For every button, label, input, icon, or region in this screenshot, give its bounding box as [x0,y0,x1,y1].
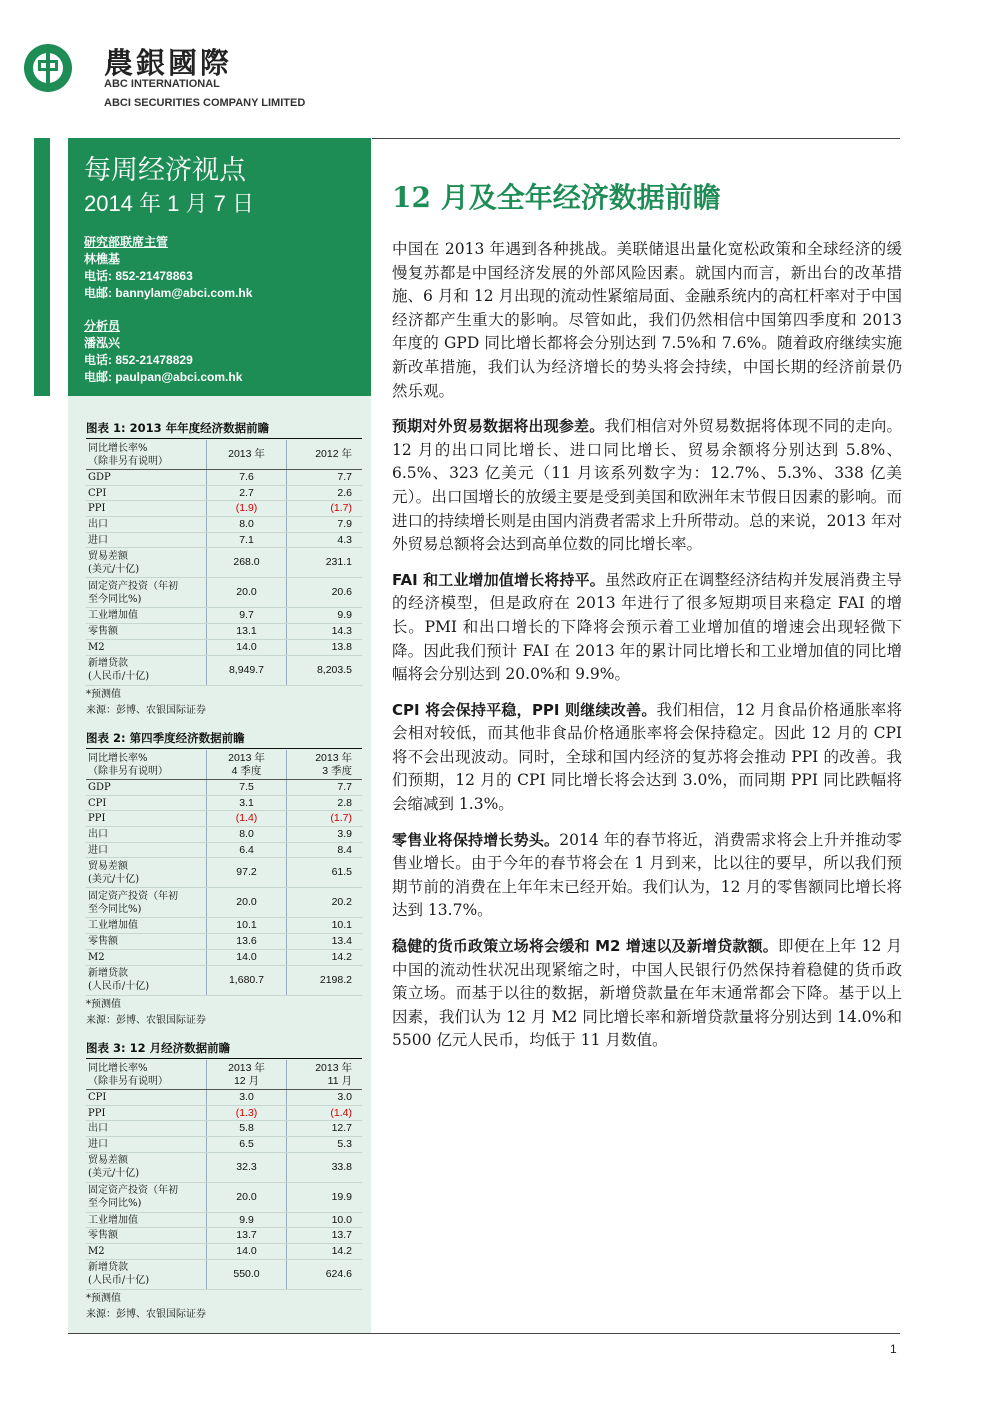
analyst-contact-2 [84,318,242,386]
table-annual-forecast [86,420,362,718]
cell-value: 3.1 [207,795,287,811]
report-series-title: 每周经济视点 [84,155,246,186]
cell-value: 13.7 [207,1228,287,1244]
row-label: CPI [86,795,207,811]
cell-value: 8.0 [207,827,287,843]
cell-value: 2013 年 4 季度 [207,750,287,780]
table-footnote: *预测值 [86,688,121,700]
cell-value: 7.7 [287,780,363,796]
cell-value: 8.4 [287,842,363,858]
table-row [86,1121,362,1137]
cell-value: 33.8 [287,1152,363,1182]
cell-value: 5.8 [207,1121,287,1137]
table-row [86,1105,362,1121]
cell-value: 32.3 [207,1152,287,1182]
data-table [86,750,362,996]
table-row [86,1182,362,1212]
cell-value: 61.5 [287,858,363,888]
cell-value: 3.9 [287,827,363,843]
cell-value: 624.6 [287,1259,363,1289]
analyst-role: 研究部联席主管 [84,235,169,249]
cell-value: 9.7 [207,608,287,624]
row-label: M2 [86,949,207,965]
table-footnote: *预测值 [86,998,121,1010]
data-table [86,1060,362,1290]
analyst-email[interactable]: 电邮: bannylam@abci.com.hk [84,286,253,300]
cell-value: 8.0 [207,517,287,533]
table-row [86,949,362,965]
sidebar-accent-bar [34,138,50,396]
logo-company-name: ABCI SECURITIES COMPANY LIMITED [104,97,306,109]
table-row [86,1137,362,1153]
row-label: 进口 [86,532,207,548]
row-label: 同比增长率% （除非另有说明） [86,750,207,780]
table-header-row [86,440,362,470]
row-label: 固定资产投资（年初 至今同比%) [86,888,207,918]
table-row [86,1212,362,1228]
row-label: 零售额 [86,1228,207,1244]
row-label: 出口 [86,827,207,843]
cell-value: 8,949.7 [207,655,287,685]
cell-value: 13.7 [287,1228,363,1244]
cell-value: 12.7 [287,1121,363,1137]
cell-value: 3.0 [207,1090,287,1106]
cell-value: 7.7 [287,470,363,486]
abc-logo-icon [22,42,74,94]
cell-value: 7.9 [287,517,363,533]
table-row [86,532,362,548]
paragraph-text: 虽然政府正在调整经济结构并发展消费主导的经济模型，但是政府在 2013 年进行了很多短期项目来稳定 FAI 的增长。PMI 和出口增长的下降将会预示着工业增加值的增速会出现轻微下降。因此我们预计 FAI 在 2013 年的累计同比增长和工业增加值的同比增幅将会分别达到 20.0%和 9.9%。 [392,570,902,684]
table-caption: 图表 1: 2013 年年度经济数据前瞻 [86,420,362,439]
cell-value: 20.0 [207,1182,287,1212]
cell-value: 7.1 [207,532,287,548]
analyst-role: 分析员 [84,319,121,333]
cell-value: 20.0 [207,578,287,608]
row-label: 同比增长率% （除非另有说明） [86,1060,207,1090]
row-label: M2 [86,639,207,655]
paragraph-lead: 预期对外贸易数据将出现参差。 [392,417,605,436]
table-row [86,795,362,811]
row-label: GDP [86,780,207,796]
analyst-contact-1 [84,234,252,302]
cell-value: 7.5 [207,780,287,796]
row-label: 出口 [86,517,207,533]
report-date: 2014 年 1 月 7 日 [84,191,254,216]
cell-value: 2013 年 11 月 [287,1060,363,1090]
table-december-forecast [86,1040,362,1322]
cell-value: 20.2 [287,888,363,918]
table-row [86,1244,362,1260]
paragraph-text: 我们相信对外贸易数据将体现不同的走向。12 月的出口同比增长、进口同比增长、贸易余额将分别达到 5.8%、6.5%、323 亿美元（11 月该系列数字为：12.7%、5.3%、338 亿美元）。出口国增长的放缓主要是受到美国和欧洲年末节假日因素的影响。而进口的持续增长则是由国内消费者需求上升所带动。总的来说，2013 年对外贸易总额将会达到高单位数的同比增长率。 [392,417,902,554]
analyst-phone: 电话: 852-21478829 [84,353,193,367]
table-row [86,965,362,995]
abci-logo [22,38,322,118]
paragraph-lead: FAI 和工业增加值增长将持平。 [392,570,605,589]
cell-value: 9.9 [207,1212,287,1228]
cell-value: 2198.2 [287,965,363,995]
cell-value: 268.0 [207,548,287,578]
cell-value: 14.0 [207,639,287,655]
cell-value: 97.2 [207,858,287,888]
table-row [86,1152,362,1182]
table-row [86,1259,362,1289]
cell-value: 20.0 [207,888,287,918]
row-label: PPI [86,1105,207,1121]
bottom-rule [68,1333,900,1334]
table-row [86,655,362,685]
row-label: PPI [86,811,207,827]
row-label: 进口 [86,1137,207,1153]
table-caption: 图表 3: 12 月经济数据前瞻 [86,1040,362,1059]
row-label: PPI [86,501,207,517]
cell-value: 3.0 [287,1090,363,1106]
row-label: 零售额 [86,624,207,640]
table-header-row [86,1060,362,1090]
cell-value: 14.2 [287,1244,363,1260]
cell-value: 14.0 [207,949,287,965]
table-row [86,888,362,918]
cell-value: 2013 年 12 月 [207,1060,287,1090]
paragraph-text: 中国在 2013 年遇到各种挑战。美联储退出量化宽松政策和全球经济的缓慢复苏都是中国经济发展的外部风险因素。就国内而言，新出台的改革措施、6 月和 12 月出现的流动性紧缩局面、金融系统内的高杠杆率对于中国经济都产生重大的影响。尽管如此，我们仍然相信中国第四季度和 2013 年度的 GPD 同比增长都将会分别达到 7.5%和 7.6%。随着政府继续实施新改革措施，我们认为经济增长的势头将会持续，中国长期的经济前景仍然乐观。 [392,240,902,400]
cell-value: 13.6 [207,934,287,950]
cell-value: 10.1 [287,918,363,934]
analyst-name: 潘泓兴 [84,336,121,350]
cell-value: 2.6 [287,485,363,501]
article-paragraph [392,238,902,403]
paragraph-lead: CPI 将会保持平稳，PPI 则继续改善。 [392,700,657,719]
cell-value: 6.4 [207,842,287,858]
table-row [86,624,362,640]
table-row [86,827,362,843]
table-row [86,1090,362,1106]
cell-value: 14.3 [287,624,363,640]
article-paragraph [392,935,902,1053]
article-title: 12 月及全年经济数据前瞻 [392,181,721,214]
paragraph-text: 2014 年的春节将近，消费需求将会上升并推动零售业增长。由于今年的春节将会在 1 月到来，比以往的要早，所以我们预期节前的消费在上年年末已经开始。我们认为，12 月的零售额同比增长将达到 13.7%。 [392,830,902,920]
cell-value: 5.3 [287,1137,363,1153]
row-label: 新增贷款 (人民币/十亿) [86,965,207,995]
cell-value: 20.6 [287,578,363,608]
table-row [86,811,362,827]
row-label: 固定资产投资（年初 至今同比%) [86,1182,207,1212]
table-row [86,780,362,796]
cell-value: 2.7 [207,485,287,501]
row-label: CPI [86,1090,207,1106]
row-label: 贸易差额 (美元/十亿) [86,548,207,578]
row-label: 新增贷款 (人民币/十亿) [86,655,207,685]
row-label: 工业增加值 [86,1212,207,1228]
table-row [86,608,362,624]
article-paragraph [392,415,902,557]
page-number: 1 [890,1342,897,1356]
table-row [86,517,362,533]
cell-value: 13.1 [207,624,287,640]
row-label: CPI [86,485,207,501]
table-row [86,470,362,486]
table-footnote: *预测值 [86,1292,121,1304]
table-source: 来源：彭博、农银国际证券 [86,1308,206,1320]
article-paragraph [392,829,902,923]
cell-value: 4.3 [287,532,363,548]
table-row [86,578,362,608]
cell-value: (1.3) [207,1105,287,1121]
paragraph-lead: 零售业将保持增长势头。 [392,830,560,849]
article-paragraph [392,569,902,687]
table-row [86,548,362,578]
analyst-phone: 电话: 852-21478863 [84,269,193,283]
table-source: 来源：彭博、农银国际证券 [86,1014,206,1026]
table-row [86,485,362,501]
paragraph-text: 我们相信，12 月食品价格通胀率将会相对较低，而其他非食品价格通胀率将会保持稳定。因此 12 月的 CPI 将不会出现波动。同时，全球和国内经济的复苏将会推动 PPI 的改善。我们预期，12 月的 CPI 同比增长将会达到 3.0%，而同期 PPI 同比跌幅将会缩减到 1.3%。 [392,700,902,814]
cell-value: 8,203.5 [287,655,363,685]
row-label: 工业增加值 [86,918,207,934]
table-header-row [86,750,362,780]
analyst-name: 林樵基 [84,252,121,266]
cell-value: (1.7) [287,501,363,517]
table-row [86,934,362,950]
row-label: 工业增加值 [86,608,207,624]
row-label: 进口 [86,842,207,858]
row-label: 出口 [86,1121,207,1137]
table-row [86,858,362,888]
table-caption: 图表 2: 第四季度经济数据前瞻 [86,730,362,749]
row-label: 同比增长率% （除非另有说明） [86,440,207,470]
paragraph-lead: 稳健的货币政策立场将会缓和 M2 增速以及新增贷款额。 [392,937,778,956]
cell-value: 2013 年 3 季度 [287,750,363,780]
analyst-email[interactable]: 电邮: paulpan@abci.com.hk [84,370,243,384]
table-q4-forecast [86,730,362,1028]
cell-value: 10.1 [207,918,287,934]
paragraph-text: 即便在上年 12 月中国的流动性状况出现紧缩之时，中国人民银行仍然保持着稳健的货币政策立场。而基于以往的数据，新增贷款量在年末通常都会下降。基于以上因素，我们认为 12 月 M2 同比增长率和新增贷款量将分别达到 14.0%和 5500 亿元人民币，均低于 11 月数值。 [392,937,903,1050]
cell-value: 1,680.7 [207,965,287,995]
cell-value: (1.9) [207,501,287,517]
table-source: 来源：彭博、农银国际证券 [86,704,206,716]
row-label: GDP [86,470,207,486]
cell-value: 14.2 [287,949,363,965]
table-row [86,842,362,858]
row-label: 零售额 [86,934,207,950]
cell-value: 6.5 [207,1137,287,1153]
cell-value: 7.6 [207,470,287,486]
logo-chinese-name: 農銀國際 [104,46,233,80]
cell-value: 550.0 [207,1259,287,1289]
cell-value: 19.9 [287,1182,363,1212]
cell-value: (1.7) [287,811,363,827]
row-label: 新增贷款 (人民币/十亿) [86,1259,207,1289]
article-paragraph [392,699,902,817]
cell-value: (1.4) [287,1105,363,1121]
table-row [86,639,362,655]
cell-value: 2012 年 [287,440,363,470]
cell-value: 13.4 [287,934,363,950]
article-body [392,238,902,1065]
table-row [86,501,362,517]
row-label: M2 [86,1244,207,1260]
cell-value: 9.9 [287,608,363,624]
cell-value: 2013 年 [207,440,287,470]
cell-value: 231.1 [287,548,363,578]
cell-value: 14.0 [207,1244,287,1260]
table-row [86,1228,362,1244]
row-label: 贸易差额 (美元/十亿) [86,1152,207,1182]
cell-value: (1.4) [207,811,287,827]
row-label: 固定资产投资（年初 至今同比%) [86,578,207,608]
logo-english-name: ABC INTERNATIONAL [104,78,220,90]
table-row [86,918,362,934]
row-label: 贸易差额 (美元/十亿) [86,858,207,888]
top-rule [372,138,900,139]
cell-value: 10.0 [287,1212,363,1228]
cell-value: 2.8 [287,795,363,811]
data-table [86,440,362,686]
cell-value: 13.8 [287,639,363,655]
